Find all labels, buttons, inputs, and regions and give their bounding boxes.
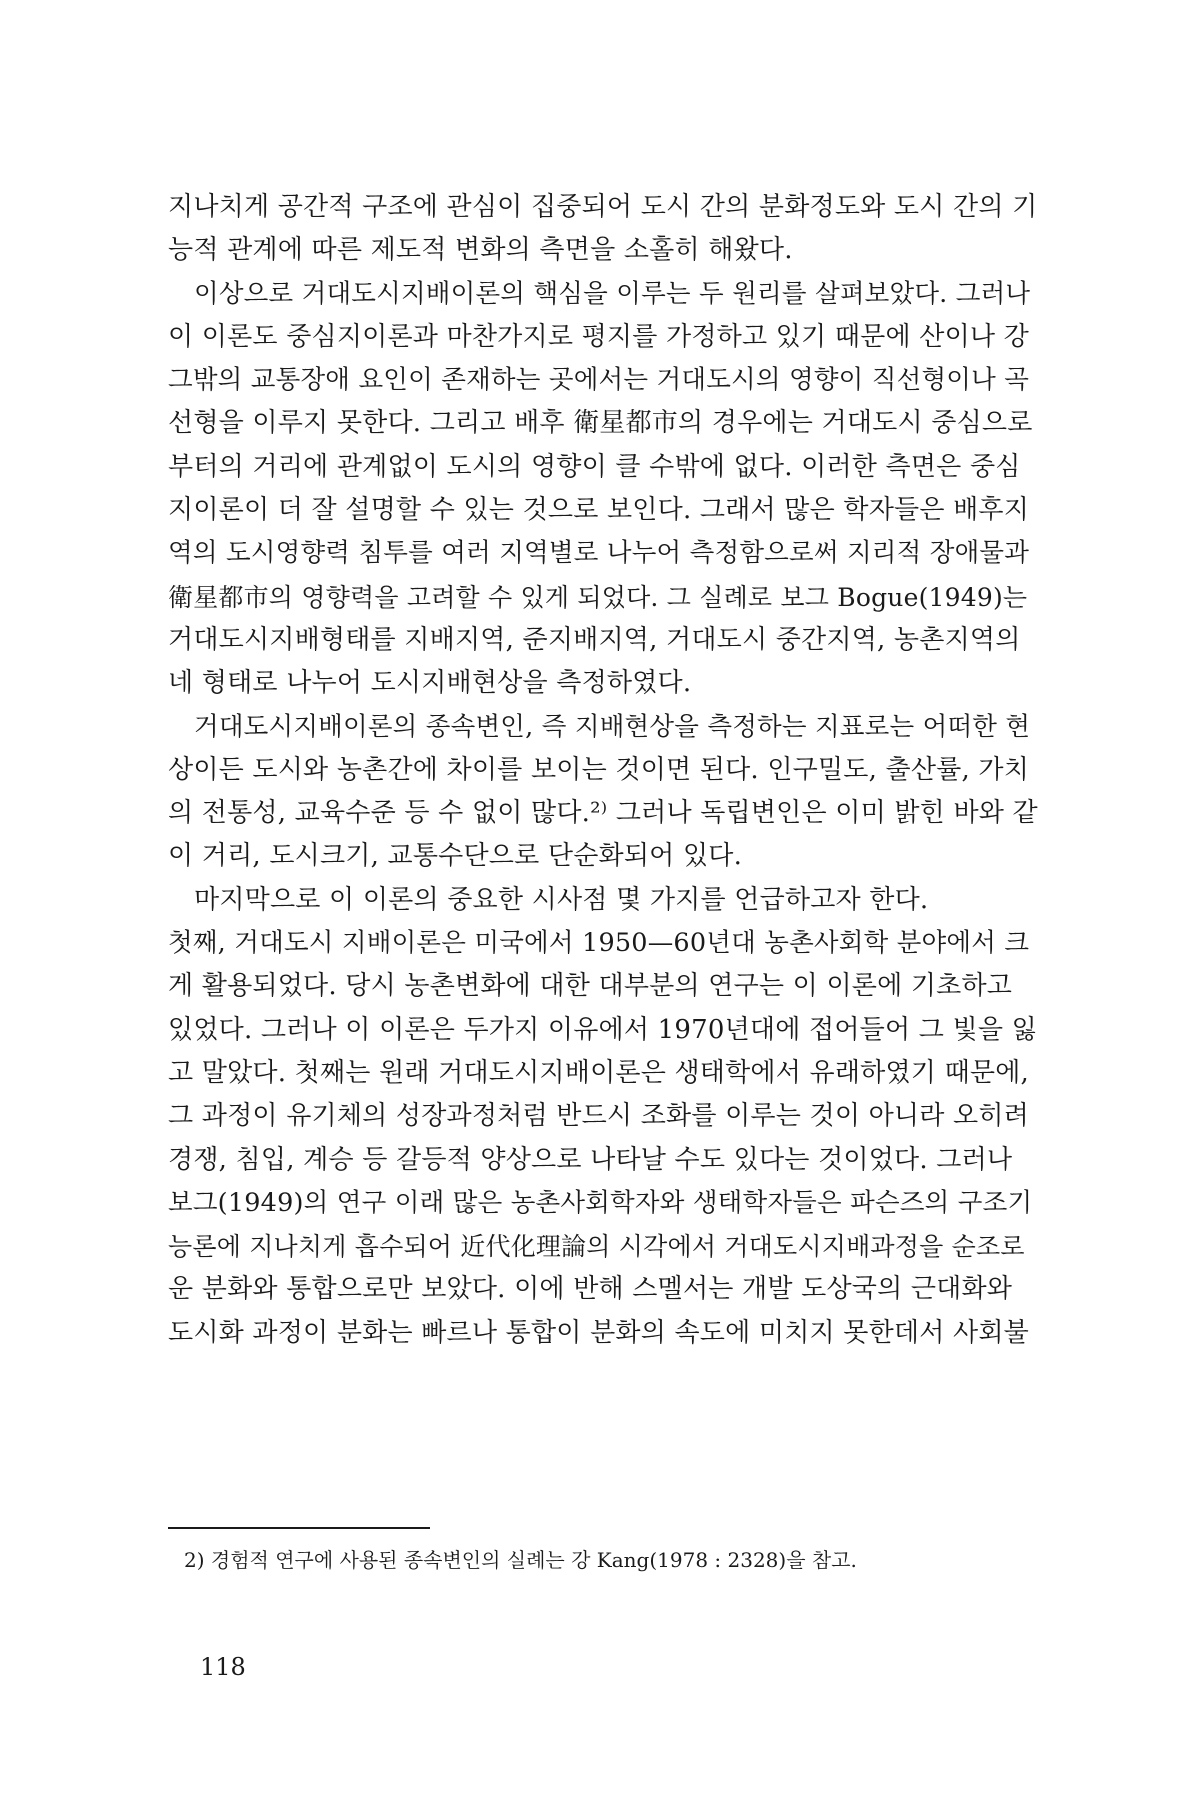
text-line: 이상으로 거대도시지배이론의 핵심을 이루는 두 원리를 살펴보았다. 그러나 xyxy=(194,278,1031,309)
text-line: 경쟁, 침입, 계승 등 갈등적 양상으로 나타날 수도 있다는 것이었다. 그러나 xyxy=(168,1144,1013,1175)
text-line: 보그(1949)의 연구 이래 많은 농촌사회학자와 생태학자들은 파슨즈의 구조기 xyxy=(168,1187,1033,1218)
text-line: 거대도시지배형태를 지배지역, 준지배지역, 거대도시 중간지역, 농촌지역의 xyxy=(168,624,1021,655)
text-line: 거대도시지배이론의 종속변인, 즉 지배현상을 측정하는 지표로는 어떠한 현 xyxy=(194,711,1031,742)
footnote-divider xyxy=(168,1527,430,1529)
text-line: 있었다. 그러나 이 이론은 두가지 이유에서 1970년대에 접어들어 그 빛을 잃 xyxy=(168,1014,1037,1045)
text-line: 이 거리, 도시크기, 교통수단으로 단순화되어 있다. xyxy=(168,841,743,872)
text-line: 네 형태로 나누어 도시지배현상을 측정하였다. xyxy=(168,668,692,699)
footnote: 2) 경험적 연구에 사용된 종속변인의 실례는 강 Kang(1978 : 2328)을 참고. xyxy=(184,1548,857,1572)
text-line: 지나치게 공간적 구조에 관심이 집중되어 도시 간의 분화정도와 도시 간의 기 xyxy=(168,192,1038,222)
text-line: 지이론이 더 잘 설명할 수 있는 것으로 보인다. 그래서 많은 학자들은 배후지 xyxy=(168,495,1030,526)
text-line: 도시화 과정이 분화는 빠르나 통합이 분화의 속도에 미치지 못한데서 사회불 xyxy=(168,1317,1029,1348)
text-line: 마지막으로 이 이론의 중요한 시사점 몇 가지를 언급하고자 한다. xyxy=(194,884,929,915)
text-line: 운 분화와 통합으로만 보았다. 이에 반해 스멜서는 개발 도상국의 근대화와 xyxy=(168,1274,1013,1305)
text-line: 衛星都市의 영향력을 고려할 수 있게 되었다. 그 실례로 보그 Bogue(1949)는 xyxy=(168,582,1028,612)
text-line: 그밖의 교통장애 요인이 존재하는 곳에서는 거대도시의 영향이 직선형이나 곡 xyxy=(168,365,1030,396)
text-line: 상이든 도시와 농촌간에 차이를 보이는 것이면 된다. 인구밀도, 출산률, 가치 xyxy=(168,754,1030,785)
text-line: 부터의 거리에 관계없이 도시의 영향이 클 수밖에 없다. 이러한 측면은 중심 xyxy=(168,451,1021,482)
text-line: 첫째, 거대도시 지배이론은 미국에서 1950—60년대 농촌사회학 분야에서 크 xyxy=(168,928,1030,959)
text-line: 능론에 지나치게 흡수되어 近代化理論의 시각에서 거대도시지배과정을 순조로 xyxy=(168,1232,1025,1262)
text-line: 능적 관계에 따른 제도적 변화의 측면을 소홀히 해왔다. xyxy=(168,235,793,266)
text-line: 선형을 이루지 못한다. 그리고 배후 衛星都市의 경우에는 거대도시 중심으로 xyxy=(168,408,1033,439)
text-line: 고 말았다. 첫째는 원래 거대도시지배이론은 생태학에서 유래하였기 때문에, xyxy=(168,1057,1029,1088)
text-line: 이 이론도 중심지이론과 마찬가지로 평지를 가정하고 있기 때문에 산이나 강 xyxy=(168,321,1029,352)
text-line: 역의 도시영향력 침투를 여러 지역별로 나누어 측정함으로써 지리적 장애물과 xyxy=(168,538,1030,569)
text-line: 의 전통성, 교육수준 등 수 없이 많다.²⁾ 그러나 독립변인은 이미 밝힌 바와 같 xyxy=(168,798,1038,829)
text-line: 게 활용되었다. 당시 농촌변화에 대한 대부분의 연구는 이 이론에 기초하고 xyxy=(168,971,1013,1002)
body-text xyxy=(168,186,1038,1355)
page-number: 118 xyxy=(200,1653,246,1681)
text-line: 그 과정이 유기체의 성장과정처럼 반드시 조화를 이루는 것이 아니라 오히려 xyxy=(168,1101,1029,1132)
